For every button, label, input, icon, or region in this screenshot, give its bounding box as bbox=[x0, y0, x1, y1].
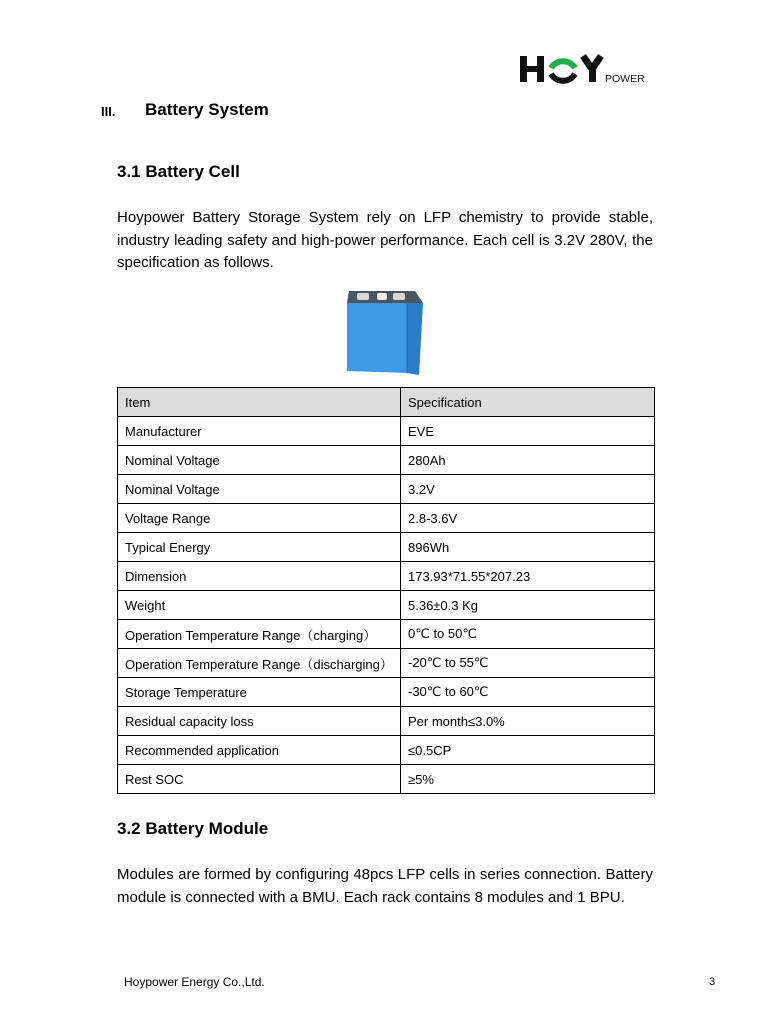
footer-company: Hoypower Energy Co.,Ltd. bbox=[124, 975, 265, 989]
table-row bbox=[118, 678, 655, 707]
row-spec: 5.36±0.3 Kg bbox=[401, 591, 655, 620]
row-spec: 280Ah bbox=[401, 446, 655, 475]
battery-cell-image bbox=[333, 281, 433, 379]
table-row bbox=[118, 765, 655, 794]
row-item: Operation Temperature Range（discharging） bbox=[118, 649, 401, 678]
hoypower-logo-mark bbox=[519, 52, 649, 88]
row-spec: 173.93*71.55*207.23 bbox=[401, 562, 655, 591]
section-title: Battery System bbox=[145, 100, 269, 119]
row-spec: 0℃ to 50℃ bbox=[401, 620, 655, 649]
page-number: 3 bbox=[709, 976, 716, 988]
row-item: Dimension bbox=[118, 562, 401, 591]
table-row bbox=[118, 736, 655, 765]
table-row bbox=[118, 620, 655, 649]
battery-module-heading: 3.2 Battery Module bbox=[117, 819, 269, 838]
row-item: Manufacturer bbox=[118, 417, 401, 446]
hoypower-logo bbox=[519, 52, 649, 88]
row-item: Recommended application bbox=[118, 736, 401, 765]
row-item: Operation Temperature Range（charging） bbox=[118, 620, 401, 649]
row-spec: 2.8-3.6V bbox=[401, 504, 655, 533]
table-row bbox=[118, 533, 655, 562]
row-spec: ≥5% bbox=[401, 765, 655, 794]
table-row bbox=[118, 649, 655, 678]
table-row bbox=[118, 417, 655, 446]
row-item: Typical Energy bbox=[118, 533, 401, 562]
battery-module-paragraph: Modules are formed by configuring 48pcs LFP cells in series connection. Battery module is connected with a BMU. Each rack contains 8 modules and 1 BPU. bbox=[117, 866, 653, 906]
row-spec: 896Wh bbox=[401, 533, 655, 562]
battery-cell-heading: 3.1 Battery Cell bbox=[117, 162, 240, 181]
table-row bbox=[118, 562, 655, 591]
section-number: III. bbox=[101, 104, 116, 119]
table-row bbox=[118, 504, 655, 533]
row-spec: Per month≤3.0% bbox=[401, 707, 655, 736]
table-header-row bbox=[118, 388, 655, 417]
row-item: Weight bbox=[118, 591, 401, 620]
row-item: Rest SOC bbox=[118, 765, 401, 794]
row-spec: ≤0.5CP bbox=[401, 736, 655, 765]
row-item: Residual capacity loss bbox=[118, 707, 401, 736]
table-row bbox=[118, 446, 655, 475]
table-row bbox=[118, 707, 655, 736]
header-item: Item bbox=[118, 388, 401, 417]
row-item: Nominal Voltage bbox=[118, 475, 401, 504]
row-spec: 3.2V bbox=[401, 475, 655, 504]
battery-cell-paragraph: Hoypower Battery Storage System rely on LFP chemistry to provide stable, industry leading safety and high-power performance. Each cell is 3.2V 280V, the specification as follows. bbox=[117, 209, 653, 271]
row-spec: -30℃ to 60℃ bbox=[401, 678, 655, 707]
cell-spec-table bbox=[117, 387, 655, 794]
row-spec: -20℃ to 55℃ bbox=[401, 649, 655, 678]
row-item: Voltage Range bbox=[118, 504, 401, 533]
logo-subtext: POWER bbox=[605, 73, 645, 85]
table-row bbox=[118, 591, 655, 620]
row-spec: EVE bbox=[401, 417, 655, 446]
table-row bbox=[118, 475, 655, 504]
row-item: Storage Temperature bbox=[118, 678, 401, 707]
row-item: Nominal Voltage bbox=[118, 446, 401, 475]
header-spec: Specification bbox=[401, 388, 655, 417]
